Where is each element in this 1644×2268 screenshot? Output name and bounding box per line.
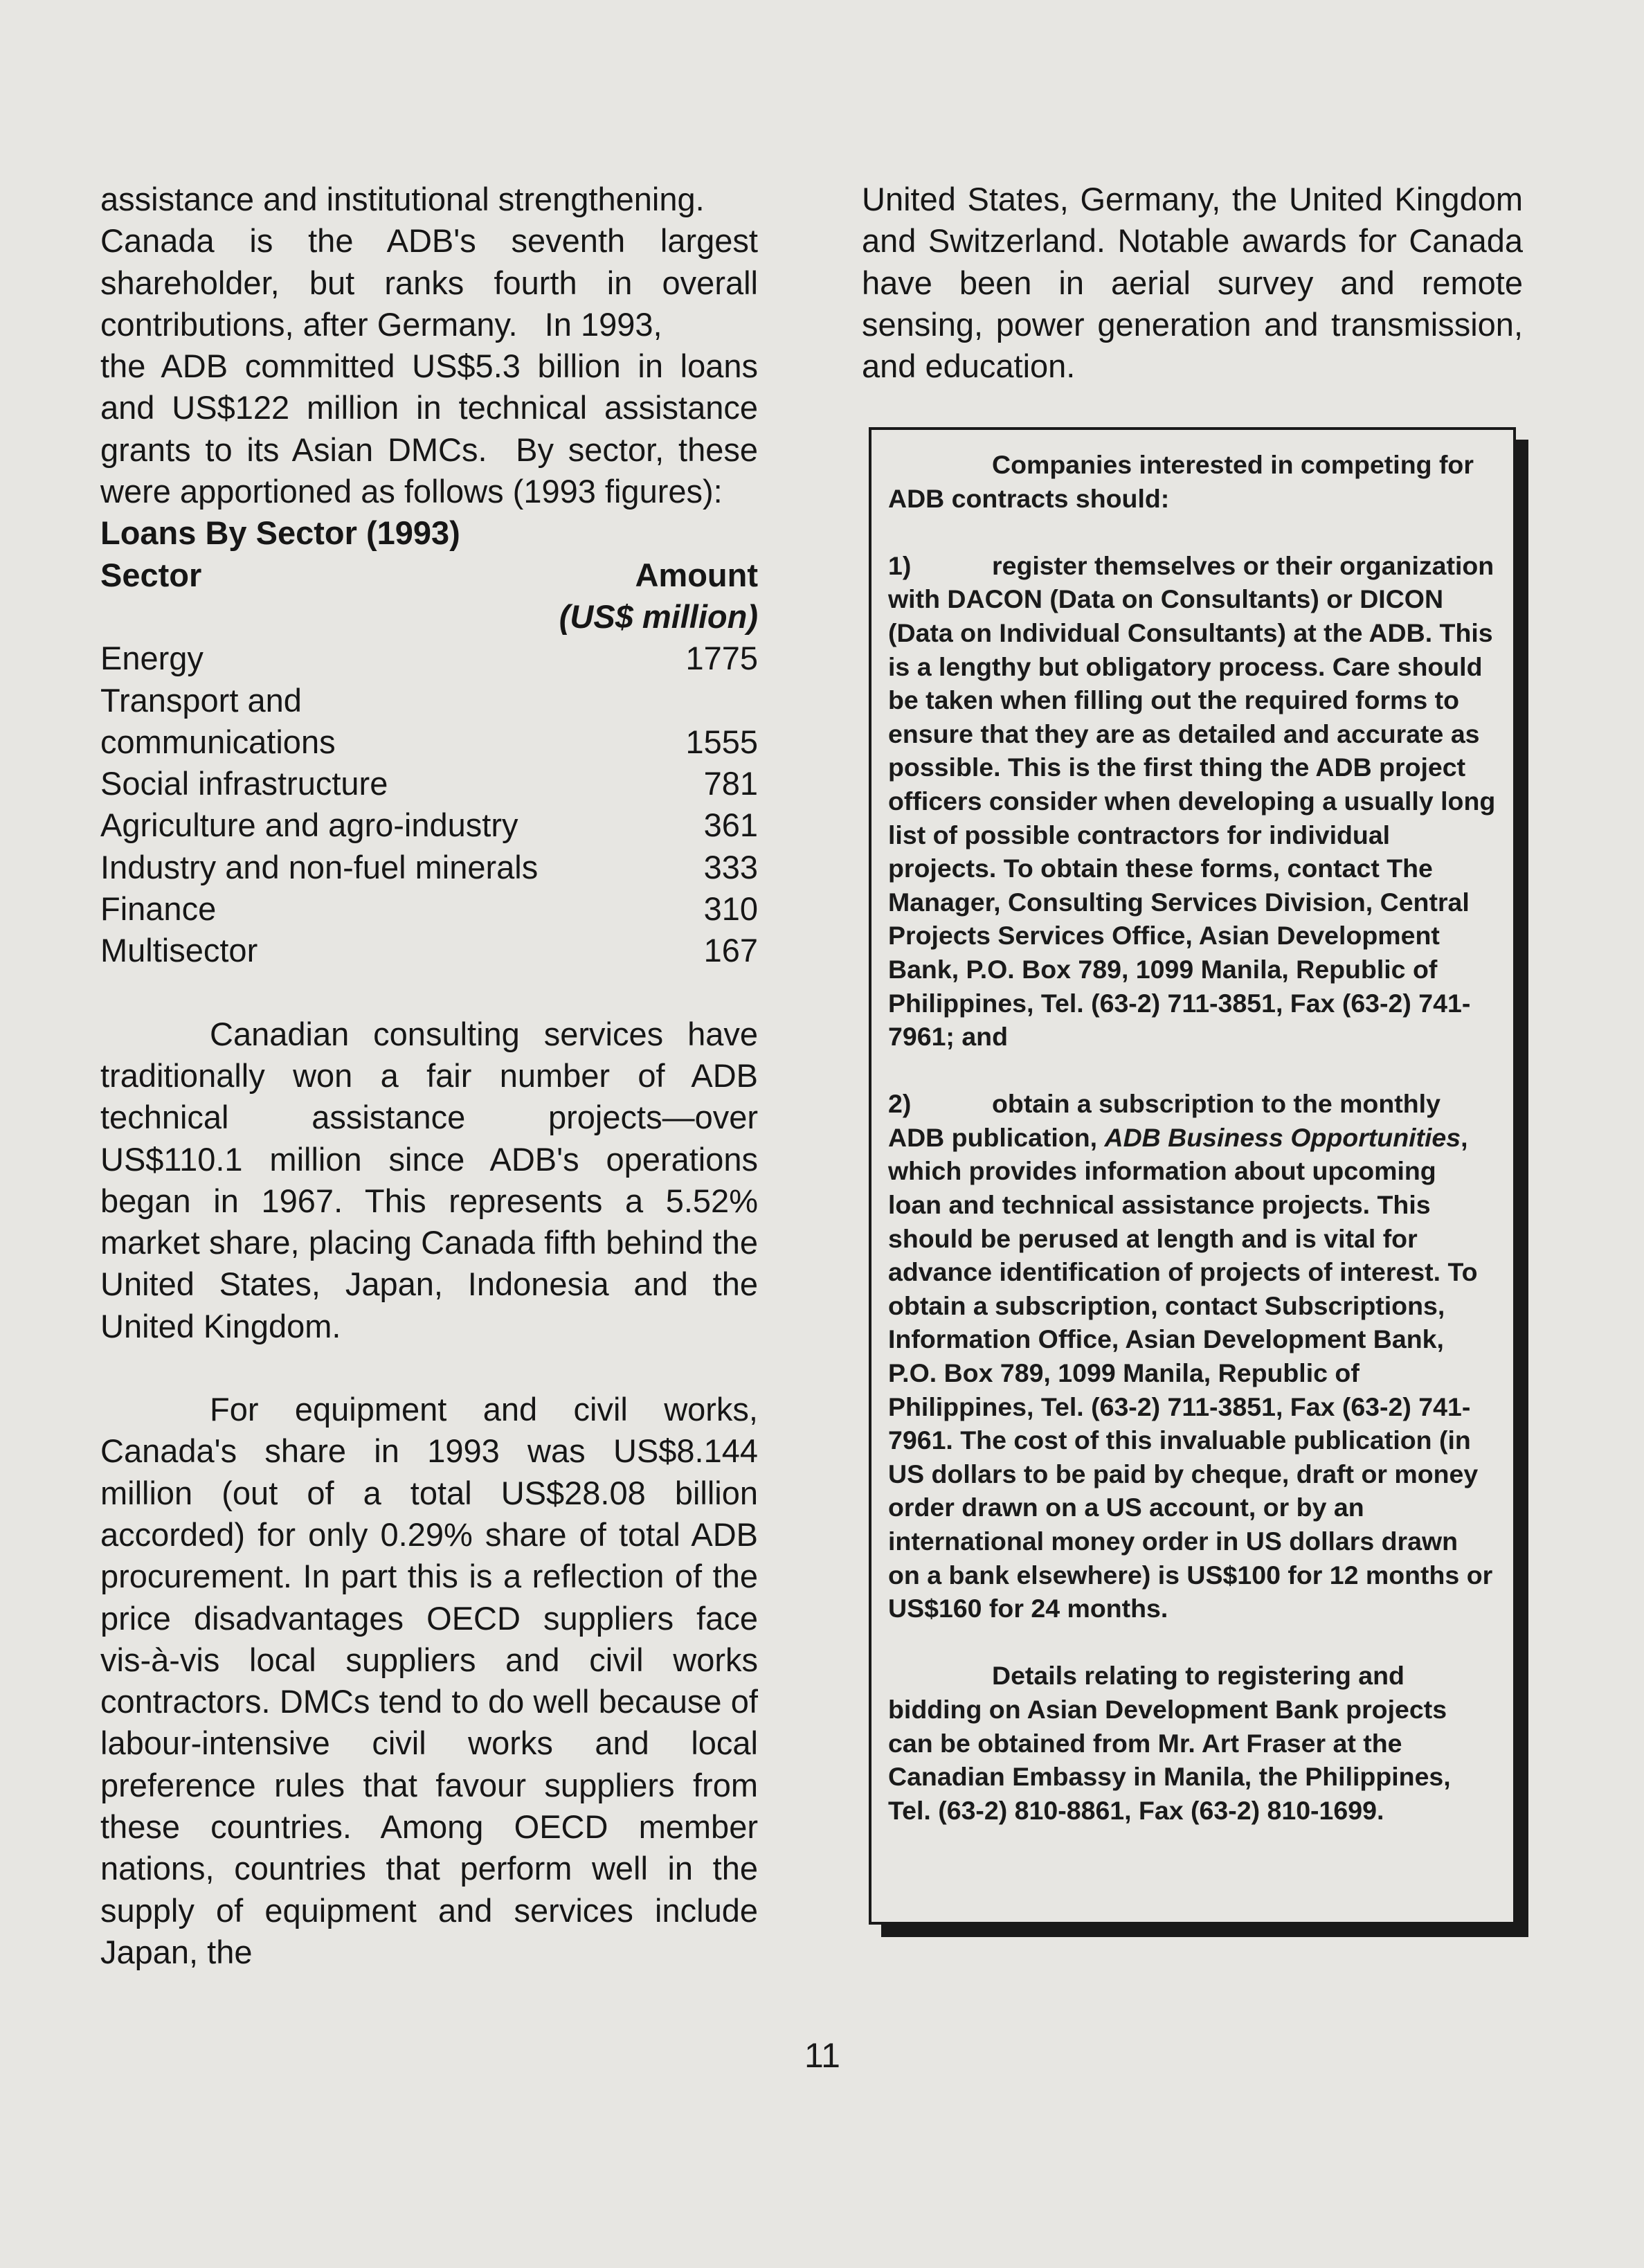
header-sector: Sector [100,556,202,593]
item-number: 2) [888,1089,912,1119]
publication-title: ADB Business Opportunities [1104,1122,1461,1152]
right-column [862,179,1523,387]
left-column [100,179,758,1973]
table-row [100,680,758,721]
box-details: Details relating to registering and bidding on Asian Development Bank projects can be obtained from Mr. Art Fraser at the Canadian Embassy in Manila, the Philippines, Tel. (63-2) 810-8861, Fax (63-2) 810-1699. [888,1661,1451,1825]
text-line: grants to its Asian DMCs. By sector, these [100,431,758,468]
intro-paragraph [100,179,758,512]
item-text: register themselves or their organization with DACON (Data on Consultants) or DICON (Data on Individual Consultants) at the ADB. This is a lengthy but obligatory process. Care should be taken when filling out the required forms to ensure that they are as detailed and accurate as possible. This is the first thing the ADB project officers consider when developing a usually long list of possible contractors for individual projects. To obtain these forms, contact The Manager, Consulting Services Division, Central Projects Services Office, Asian Development Bank, P.O. Box 789, 1099 Manila, Republic of Philippines, Tel. (63-2) 711-3851, Fax (63-2) 741-7961; and [888,550,1496,1052]
table-title: Loans By Sector (1993) [100,514,460,552]
row-amount: 167 [703,932,758,969]
text-line: were apportioned as follows (1993 figures): [100,473,723,510]
header-amount: Amount [635,556,758,593]
text-line: the ADB committed US$5.3 billion in loans [100,348,758,385]
table-unit-row [100,596,758,638]
row-amount: 310 [703,890,758,928]
item-text: , which provides information about upcoming loan and technical assistance projects. This should be perused at length and is vital for advance identification of projects of interest. To obtain a subscription, contact Subscriptions, Information Office, Asian Development Bank, P.O. Box 789, 1099 Manila, Republic of Philippines, Tel. (63-2) 711-3851, Fax (63-2) 741-7961. The cost of this invaluable publication (in US dollars to be paid by cheque, draft or money order drawn on a US account, or by an international money order in US dollars drawn on a bank elsewhere) is US$100 for 12 months or US$160 for 24 months. [888,1122,1493,1623]
table-row [100,804,758,846]
text-line: contributions, after Germany. In 1993, [100,305,662,343]
row-sector: Multisector [100,932,258,969]
box-title: Companies interested in competing for ADB contracts should: [888,450,1474,513]
text-line: assistance and institutional strengthening. [100,181,705,217]
row-sector: Industry and non-fuel minerals [100,848,539,885]
box-item-2 [888,1087,1497,1626]
table-row [100,638,758,679]
sector-loans-table [100,512,758,971]
equipment-paragraph: For equipment and civil works, Canada's share in 1993 was US$8.144 million (out of a total US$28.08 billion accorded) for only 0.29% share of total ADB procurement. In part this is a reflection of the price disadvantages OECD suppliers face vis-à-vis local suppliers and civil works contractors. DMCs tend to do well because of labour-intensive civil works and local preference rules that favour suppliers from these countries. Among OECD member nations, countries that perform well in the supply of equipment and services include Japan, the [100,1391,758,1970]
header-unit: (US$ million) [559,597,758,635]
row-amount: 781 [703,765,758,802]
row-amount: 1775 [685,640,758,677]
row-sector: Social infrastructure [100,765,388,802]
consulting-paragraph: Canadian consulting services have traditionally won a fair number of ADB technical assistance projects—over US$110.1 million since ADB's operations began in 1967. This represents a 5.52% market share, placing Canada fifth behind the United States, Japan, Indonesia and the United Kingdom. [100,1015,758,1344]
box-item-1 [888,549,1497,1054]
item-text: obtain a subscription to the monthly ADB publication, [888,1089,1440,1152]
table-row [100,888,758,930]
page-number: 11 [804,2036,840,2075]
table-row [100,847,758,888]
text-line: shareholder, but ranks fourth in overall [100,264,758,301]
item-number: 1) [888,550,912,580]
row-amount: 361 [703,807,758,844]
row-sector: Energy [100,640,204,677]
table-header-row [100,555,758,596]
table-row [100,721,758,763]
row-amount: 1555 [685,723,758,760]
row-amount: 333 [703,848,758,885]
row-sector: Finance [100,890,217,928]
text-line: Canada is the ADB's seventh largest [100,222,758,260]
row-sector: Transport and [100,681,302,719]
row-sector: communications [100,723,336,760]
row-sector: Agriculture and agro-industry [100,807,518,844]
table-row [100,930,758,971]
text-line: and US$122 million in technical assistance [100,389,758,426]
sidebar-box [869,427,1516,1925]
table-row [100,763,758,804]
awards-paragraph: United States, Germany, the United Kingdom and Switzerland. Notable awards for Canada have been in aerial survey and remote sensing, power generation and transmission, and education. [862,181,1523,385]
